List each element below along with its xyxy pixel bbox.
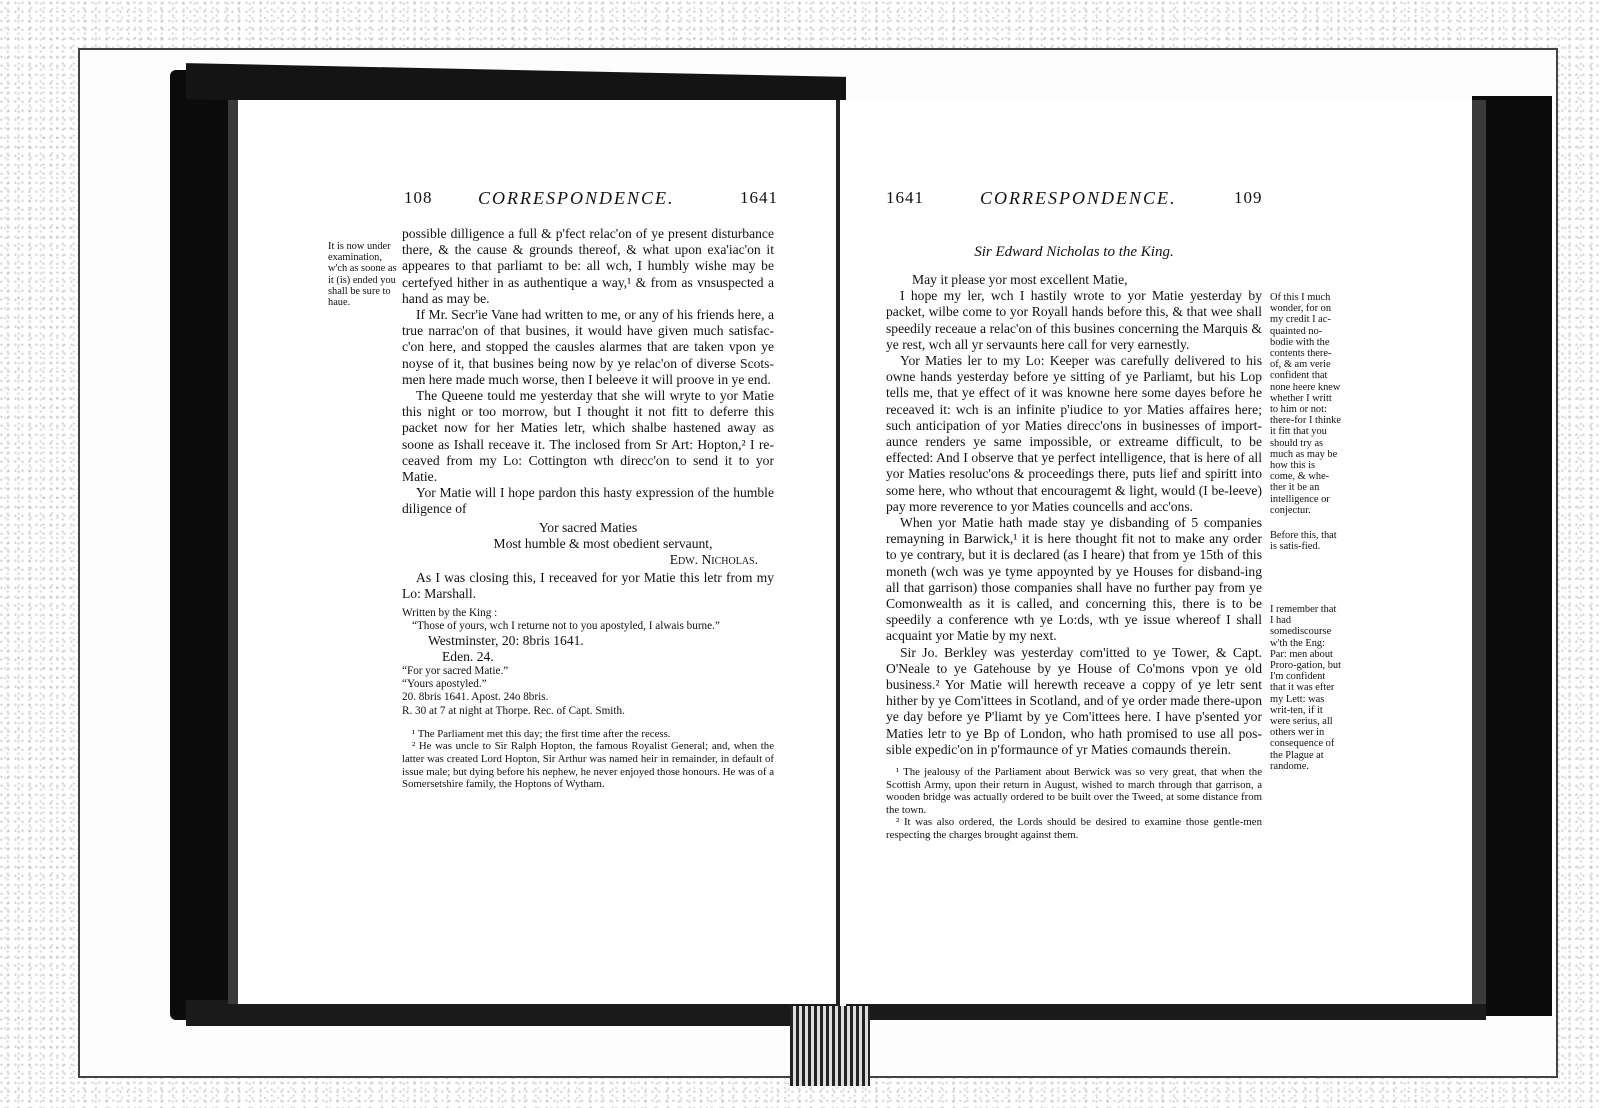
endorsement-line: 20. 8bris 1641. Apost. 24o 8bris.: [402, 691, 549, 704]
book-gutter: [836, 100, 840, 1010]
book-cover-left-edge: [170, 70, 230, 1020]
left-paragraph: possible dilligence a full & p'fect relac'on of ye present disturbance there, & the cause & grounds thereof, & what upon exa'iac'on it appeares to that parliamt to be: all wch, I humbly wishe may be certefyed hither in as authentique a way,¹ & from as vnsuspected a hand as may be.: [402, 226, 774, 306]
right-body-text: [886, 272, 1262, 842]
right-running-year: 1641: [886, 188, 924, 207]
closing-line-2: Most humble & most obedient servaunt,: [493, 535, 713, 551]
right-paragraph: I hope my ler, wch I hastily wrote to yor Matie yesterday by packet, wilbe come to yor Royall hands before this, & that wee shall speedily receaue a relac'on of this busines concerning the Marquis & ye rest, wch all yr servaunts here call for very earnestly.: [886, 288, 1262, 352]
endorsement-line: “Yours apostyled.”: [402, 678, 487, 691]
letter-heading: Sir Edward Nicholas to the King.: [974, 244, 1174, 260]
salutation: May it please yor most excellent Matie,: [912, 272, 1128, 287]
closing-line-1: Yor sacred Maties: [538, 519, 638, 535]
endorsement-line: “Those of yours, wch I returne not to you apostyled, I alwais burne.”: [412, 619, 720, 632]
left-margin-note: It is now under examination, w'ch as soone as it (is) ended you shall be sure to haue.: [328, 241, 397, 309]
signature: Edw. Nicholas.: [669, 552, 758, 568]
right-margin-note: Before this, that is satis-fied.: [1270, 530, 1337, 553]
left-footnotes: [402, 728, 774, 791]
left-paragraph: If Mr. Secr'ie Vane had written to me, or any of his friends here, a true narrac'on of that busines, it would have given much satisfac-c'on here, and stopped the causles alarmes that are taken vpon ye noyse of it, that busines being now by ye relac'on of diverse Scots-men here made much worse, then I beleeve it will proove in ye end.: [402, 307, 774, 387]
right-margin-note: Of this I much wonder, for on my credit I ac-quainted no-bodie with the contents there-of, & am verie confident that none heere knew whether I writt to him or not: there-for I thinke it fitt that you should try as much as may be how this is come, & whe-ther it be an intelligence or conjectur.: [1270, 292, 1341, 516]
left-running-year: 1641: [740, 188, 778, 207]
endorsement-block: [402, 607, 774, 718]
right-paragraph: When yor Matie hath made stay ye disbanding of 5 companies remayning in Barwick,¹ it is here thought fit not to make any order to ye contrary, but it is declared (as I heare) that from ye 15th of this moneth (wch was ye tyme appoynted by ye Houses for disband-ing all that garrison) those companies shall have no further pay from ye Comonwealth as it is called, and concerning this, there is to be speedily a conference wth ye Lo:ds, wth ye issue whereof I shall acquaint yor Matie by my next.: [886, 515, 1262, 644]
right-footnotes: [886, 766, 1262, 842]
footnote: ¹ The Parliament met this day; the first time after the recess.: [412, 727, 671, 740]
endorsement-line: Eden. 24.: [442, 649, 494, 665]
right-paragraph: Yor Maties ler to my Lo: Keeper was carefully delivered to his owne hands yesterday before ye sitting of ye Parliamt, but his Lop tells me, that ye effect of it was knowne here some dayes before he receaved it: wch is an infinite p'iudice to yor Maties affaires here; such anticipation of yor Maties direcc'ons in businesses of import-aunce renders ye same impossible, or extreame difficult, to be effected: And I observe that ye perfect intelligence, that is here of all yor Maties resoluc'ons & proceedings there, puts lief and spiritt into some here, who wthout that encouragemt & light, would (I be-leeve) pay more reverence to yor Maties councells and acc'ons.: [886, 353, 1262, 514]
left-body-text: [402, 226, 774, 791]
right-paragraph: Sir Jo. Berkley was yesterday com'itted to ye Tower, & Capt. O'Neale to ye Gatehouse by ye House of Co'mons vpon ye old business.² Yor Matie will herewth receave a coppy of ye letr sent hither by ye Com'ittees in Scotland, and of ye order made there-upon ye day before ye P'liamt by ye Com'ittees here. I have p'sented yor Maties letr to ye Bp of London, who hath promised to use all pos-sible expedic'on in p'formaunce of yr Maties comaunds therein.: [886, 644, 1262, 757]
right-running-title: CORRESPONDENCE.: [980, 188, 1177, 208]
endorsement-line: Written by the King :: [402, 606, 498, 619]
left-page-number: 108: [404, 188, 433, 207]
endorsement-line: “For yor sacred Matie.”: [402, 665, 509, 678]
left-paragraph: Yor Matie will I hope pardon this hasty expression of the humble diligence of: [402, 485, 774, 517]
footnote: ² It was also ordered, the Lords should be desired to examine those gentle-men respecting the charges brought against them.: [886, 816, 1262, 842]
right-page-number: 109: [1234, 188, 1263, 207]
postscript: As I was closing this, I receaved for yor Matie this letr from my Lo: Marshall.: [402, 570, 774, 602]
book-spine-bottom: [790, 1006, 870, 1086]
right-margin-note: I remember that I had somediscourse w'th the Eng: Par: men about Proro-gation, but I'm confident that it was efter my Lett: was writ-ten, if it were serius, all others wer in consequence of the Plague at randome.: [1270, 604, 1341, 772]
endorsement-line: Westminster, 20: 8bris 1641.: [428, 633, 584, 649]
left-running-title: CORRESPONDENCE.: [478, 188, 675, 208]
left-paragraph: The Queene tould me yesterday that she will wryte to yor Matie this night or too morrow, but I thought it not fitt to deferre this packet now for her Maties letr, which shalbe hastened away as soone as Ishall receave it. The inclosed from Sr Art: Hopton,² I re-ceaved from my Lo: Cottington wth direcc'on to send it to yor Matie.: [402, 388, 774, 485]
endorsement-line: R. 30 at 7 at night at Thorpe. Rec. of Capt. Smith.: [402, 704, 625, 717]
footnote: ² He was uncle to Sir Ralph Hopton, the famous Royalist General; and, when the latter was created Lord Hopton, Sir Arthur was named heir in remainder, in default of issue male; but dying before his nephew, he never enjoyed those honours. He was of a Somersetshire family, the Hoptons of Wytham.: [402, 740, 774, 791]
footnote: ¹ The jealousy of the Parliament about Berwick was so very great, that when the Scottish Army, upon their return in August, wished to march through that garrison, a wooden bridge was actually ordered to be built over the Tweed, at some distance from the town.: [886, 766, 1262, 816]
